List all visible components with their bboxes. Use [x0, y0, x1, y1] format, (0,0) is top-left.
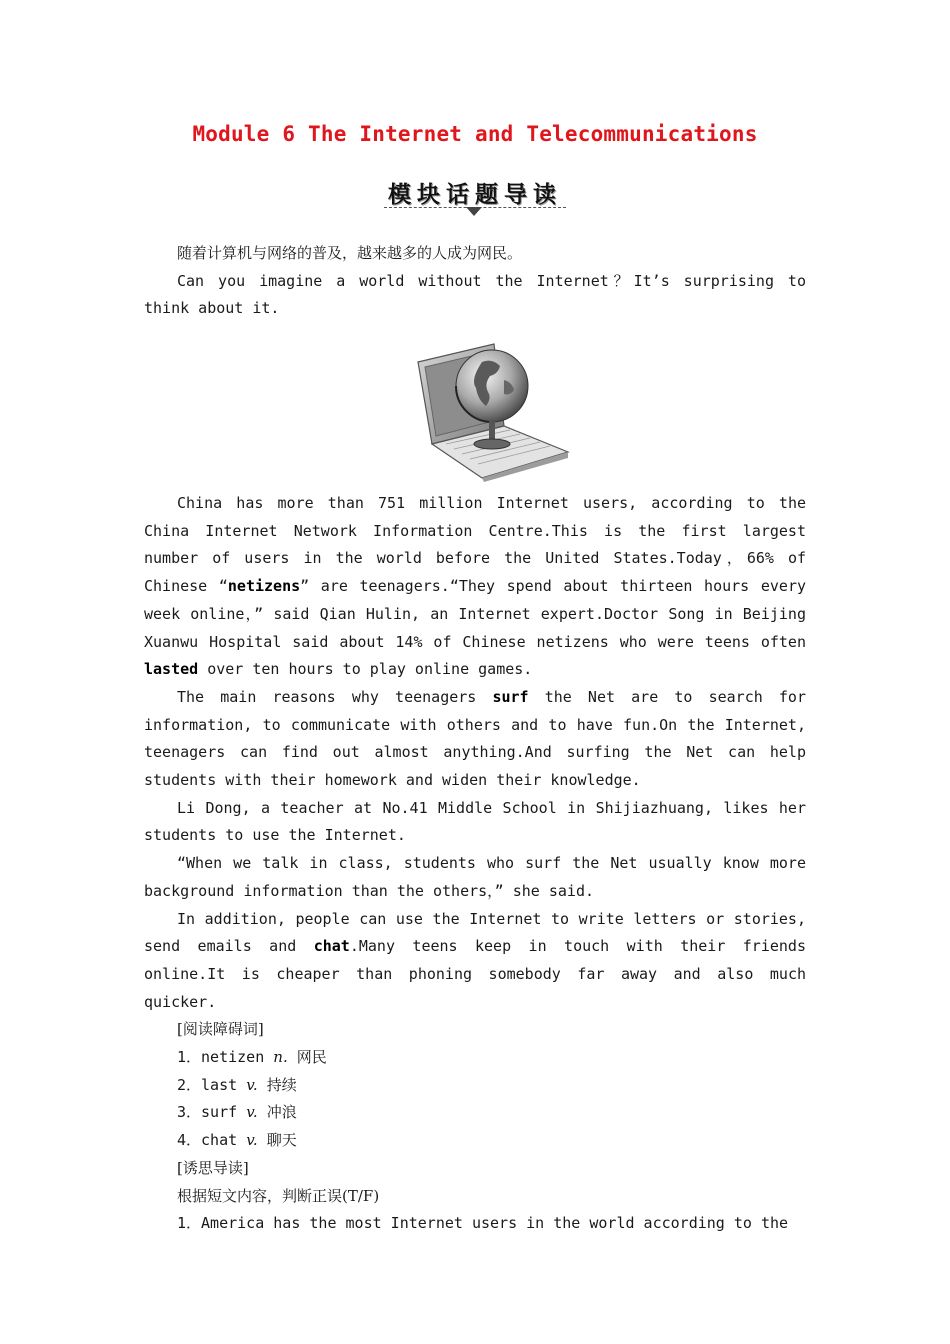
reading-passage — [144, 490, 806, 1238]
p1-text-b: ” are teenagers.“They spend about thirteen hours every week online，” said Qian Hulin, an Internet expert.Doctor Song in Beijing Xuanwu Hospital said about 14% of Chinese netizens who were teens often — [144, 577, 806, 651]
question-1: 1．America has the most Internet users in the world according to the — [177, 1214, 789, 1233]
paragraph-1 — [144, 490, 806, 684]
vocab-num: 4． — [177, 1131, 202, 1150]
vocab-pos: v. — [246, 1103, 258, 1122]
keyword-lasted: lasted — [144, 660, 199, 679]
p1-text-a: China has more than 751 million Internet users, according to the China Internet Network Information Centre.This is the first largest number of users in the world before the United States.Today，66% of Chinese “ — [144, 494, 806, 596]
section-banner-label: 模块话题导读 — [388, 182, 562, 208]
p2-text-b: the Net are to search for information, to communicate with others and to have fun.On the Internet, teenagers can find out almost anything.And surfing the Net can help students with their homework and widen their knowledge. — [144, 687, 806, 790]
keyword-chat: chat — [313, 937, 350, 956]
vocab-word: chat — [201, 1131, 238, 1150]
keyword-surf: surf — [492, 687, 529, 706]
vocab-word: surf — [201, 1103, 238, 1122]
module-title: Module 6 The Internet and Telecommunications — [192, 122, 758, 146]
laptop-globe-illustration — [412, 340, 570, 482]
vocab-item — [144, 1072, 806, 1100]
paragraph-2 — [144, 684, 806, 795]
vocab-item — [144, 1127, 806, 1155]
p1-text-c: over ten hours to play online games. — [198, 660, 533, 679]
vocab-item — [144, 1044, 806, 1072]
vocab-meaning: 网民 — [296, 1048, 327, 1067]
paragraph-3: Li Dong, a teacher at No.41 Middle School in Shijiazhuang, likes her students to use the Internet. — [144, 798, 806, 845]
paragraph-4: “When we talk in class, students who surf the Net usually know more background information than the others，” she said. — [144, 854, 806, 900]
vocab-pos: n. — [273, 1048, 288, 1067]
vocab-num: 1． — [177, 1048, 202, 1067]
vocab-num: 3． — [177, 1103, 202, 1122]
vocab-heading: [阅读障碍词] — [177, 1020, 264, 1039]
section-banner — [384, 176, 566, 218]
vocab-word: last — [201, 1075, 238, 1094]
banner-pointer-icon — [466, 207, 482, 216]
intro-block — [144, 240, 806, 323]
vocab-item — [144, 1099, 806, 1127]
vocab-num: 2． — [177, 1075, 202, 1094]
keyword-netizens: netizens — [227, 577, 301, 596]
vocab-meaning: 持续 — [266, 1075, 297, 1094]
p5-text-b: .Many teens keep in touch with their friends online.It is cheaper than phoning somebody far away and also much quicker. — [144, 937, 806, 1011]
guide-instruction: 根据短文内容，判断正误(T/F) — [177, 1186, 380, 1205]
vocab-meaning: 聊天 — [266, 1131, 297, 1150]
guide-heading: [诱思导读] — [177, 1158, 249, 1177]
vocab-pos: v. — [246, 1075, 258, 1094]
intro-chinese: 随着计算机与网络的普及，越来越多的人成为网民。 — [177, 244, 523, 262]
paragraph-5 — [144, 906, 806, 1017]
intro-english: Can you imagine a world without the Internet？It’s surprising to think about it. — [144, 271, 806, 318]
p5-text-a: In addition, people can use the Internet to write letters or stories, send emails and — [144, 909, 806, 956]
vocab-meaning: 冲浪 — [266, 1103, 297, 1122]
p2-text-a: The main reasons why teenagers — [177, 687, 493, 706]
vocab-word: netizen — [201, 1048, 265, 1067]
vocab-pos: v. — [246, 1131, 258, 1150]
